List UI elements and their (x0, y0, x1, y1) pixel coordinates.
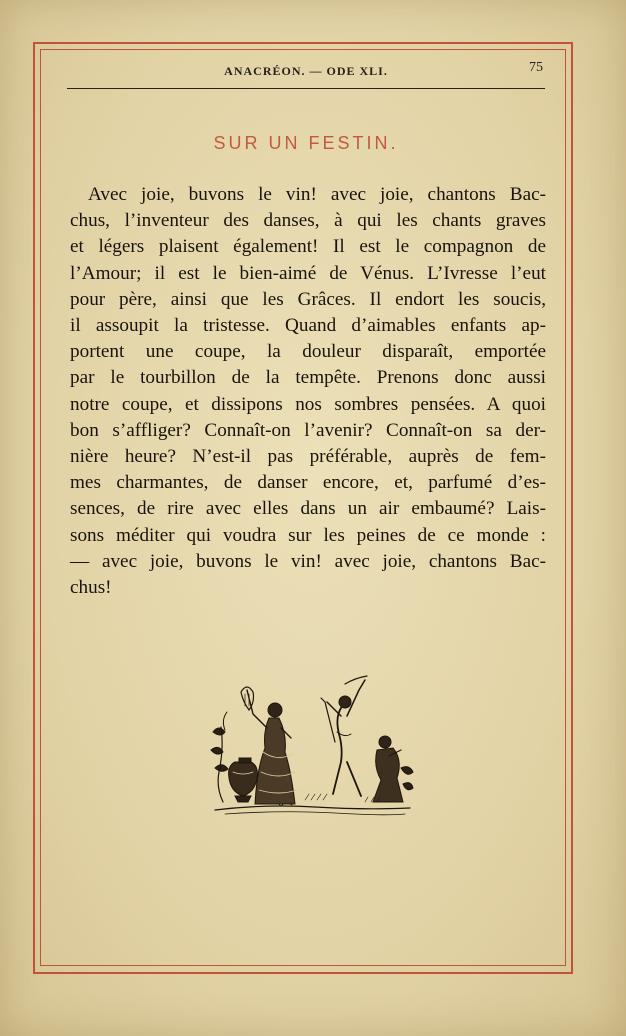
ode-body (70, 182, 546, 601)
text-line: chus, l’inventeur des danses, à qui les chants graves (70, 210, 546, 232)
running-head: ANACRÉON. — ODE XLI. (224, 64, 388, 78)
text-line: pour père, ainsi que les Grâces. Il endort les soucis, (70, 288, 546, 310)
text-line: Avec joie, buvons le vin! avec joie, chantons Bac- (88, 184, 546, 205)
ode-title: SUR UN FESTIN. (213, 133, 399, 153)
text-line: portent une coupe, la douleur disparaît, emportée (70, 341, 546, 363)
text-line: il assoupit la tristesse. Quand d’aimables enfants ap- (70, 315, 546, 337)
text-line: bon s’affliger? Connaît-on l’avenir? Connaît-on sa der- (70, 419, 546, 441)
text-line: par le tourbillon de la tempête. Prenons donc aussi (70, 367, 546, 389)
text-line: l’Amour; il est le bien-aimé de Vénus. L’Ivresse l’eut (70, 262, 546, 284)
text-line: — avec joie, buvons le vin! avec joie, chantons Bac- (70, 550, 546, 572)
text-line: sences, de rire avec elles dans un air embaumé? Lais- (70, 498, 546, 520)
text-line: et légers plaisent également! Il est le compagnon de (70, 236, 546, 258)
bacchic-vignette-illustration (205, 672, 420, 822)
page-header (67, 58, 545, 89)
page-number: 75 (529, 60, 543, 75)
text-line: notre coupe, et dissipons nos sombres pensées. A quoi (70, 393, 546, 415)
text-line: mes charmantes, de danser encore, et, parfumé d’es- (70, 472, 546, 494)
text-line: nière heure? N’est-il pas préférable, auprès de fem- (70, 446, 546, 468)
text-line: chus! (70, 577, 112, 599)
text-line: sons méditer qui voudra sur les peines de ce monde : (70, 524, 546, 546)
